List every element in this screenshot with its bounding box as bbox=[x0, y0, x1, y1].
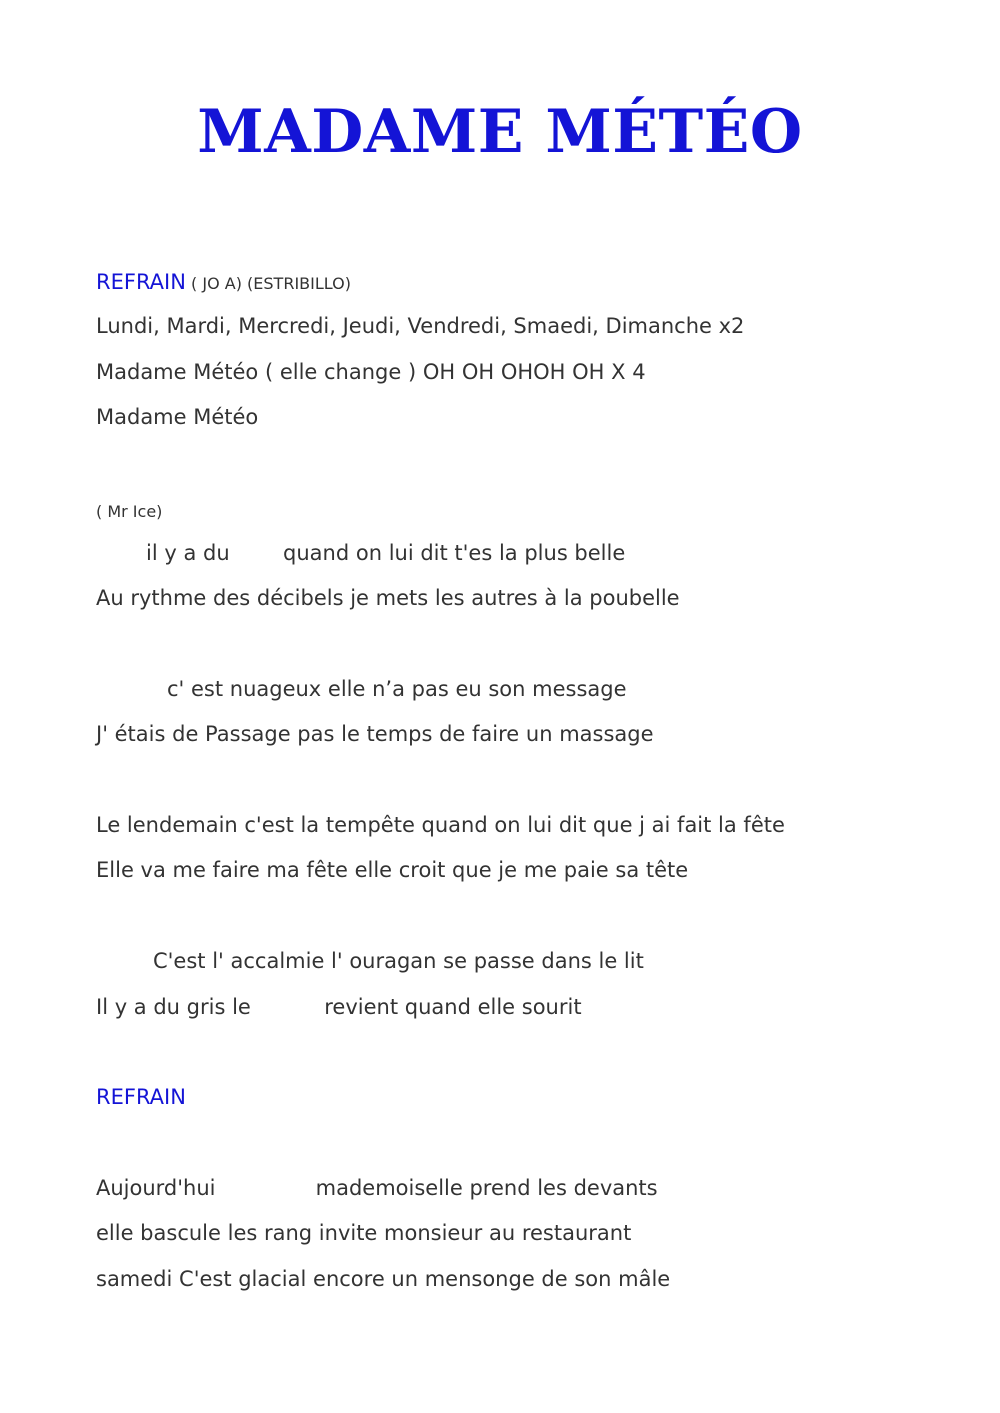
verse-line: J' étais de Passage pas le temps de faire un massage bbox=[96, 722, 654, 746]
refrain-heading bbox=[96, 268, 351, 298]
verse-line: c' est nuageux elle n’a pas eu son message bbox=[167, 677, 627, 701]
singer-label: ( Mr Ice) bbox=[96, 502, 163, 521]
verse-line: Au rythme des décibels je mets les autres à la poubelle bbox=[96, 586, 680, 610]
refrain-line-days: Lundi, Mardi, Mercredi, Jeudi, Vendredi, Smaedi, Dimanche x2 bbox=[96, 314, 745, 338]
verse-line: Il y a du gris le revient quand elle sourit bbox=[96, 995, 582, 1019]
verse-line: Le lendemain c'est la tempête quand on lui dit que j ai fait la fête bbox=[96, 813, 785, 837]
refrain-label-repeat: REFRAIN bbox=[96, 1085, 186, 1109]
refrain-line-change: Madame Météo ( elle change ) OH OH OHOH OH X 4 bbox=[96, 360, 646, 384]
page-title: MADAME MÉTÉO bbox=[197, 97, 803, 167]
refrain-line-madame: Madame Météo bbox=[96, 405, 259, 429]
refrain-label: REFRAIN bbox=[96, 270, 186, 294]
verse-line: elle bascule les rang invite monsieur au restaurant bbox=[96, 1221, 632, 1245]
verse-line: C'est l' accalmie l' ouragan se passe dans le lit bbox=[153, 949, 644, 973]
verse-line: Elle va me faire ma fête elle croit que je me paie sa tête bbox=[96, 858, 689, 882]
verse-line: il y a du quand on lui dit t'es la plus belle bbox=[146, 541, 626, 565]
refrain-note: ( JO A) (ESTRIBILLO) bbox=[185, 274, 351, 293]
verse-line: Aujourd'hui mademoiselle prend les devants bbox=[96, 1176, 658, 1200]
verse-line: samedi C'est glacial encore un mensonge de son mâle bbox=[96, 1267, 671, 1291]
